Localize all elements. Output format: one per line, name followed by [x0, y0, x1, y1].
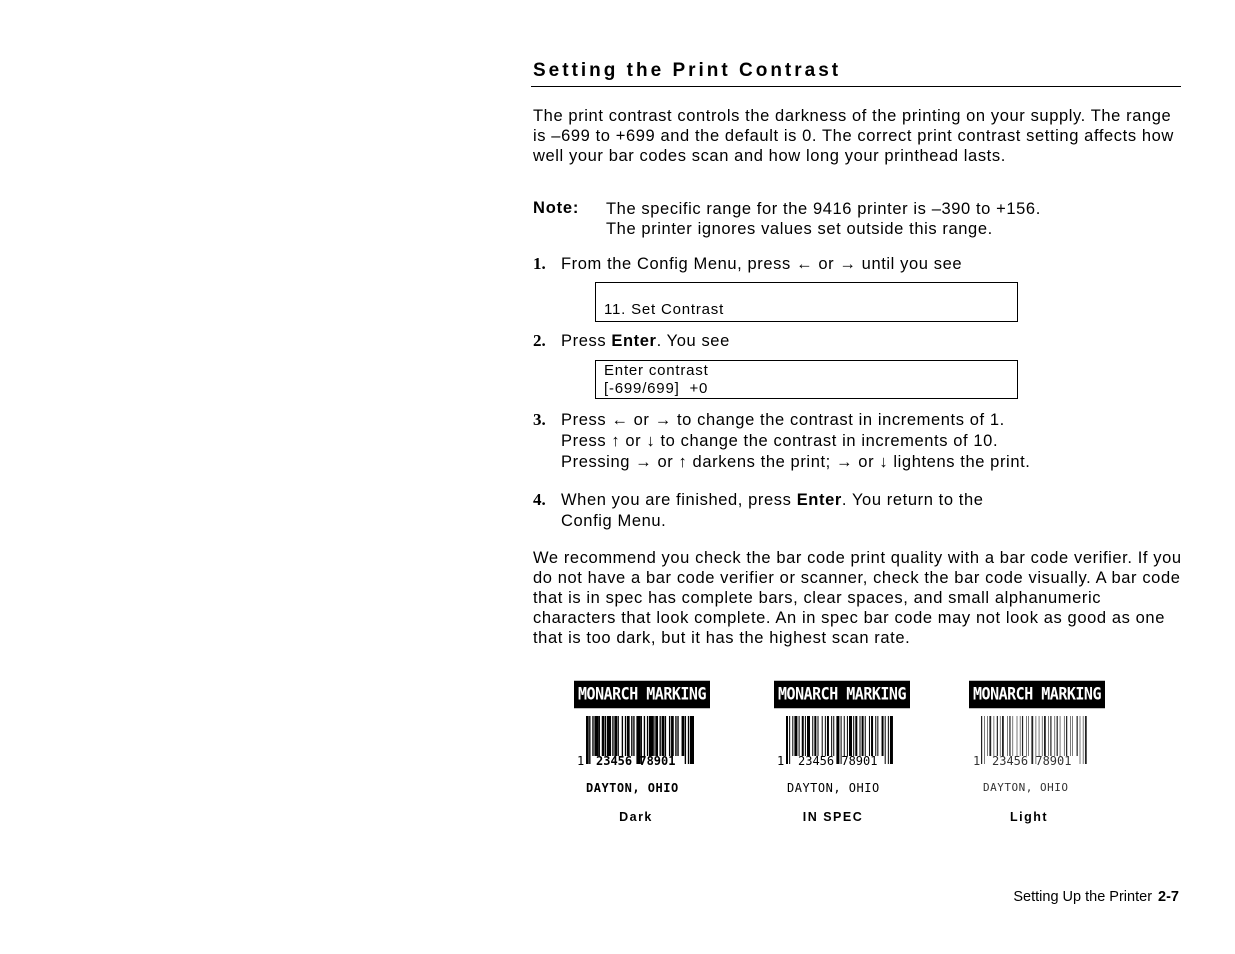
barcode-title: MONARCH MARKING — [574, 681, 710, 709]
barcode-number: 23456 78901 — [596, 754, 676, 768]
barcode-bar — [871, 716, 873, 756]
barcode-bar — [677, 716, 678, 756]
barcode-bar — [1083, 716, 1084, 764]
barcode-bar — [807, 716, 810, 756]
barcode-bar — [1066, 716, 1067, 756]
barcode-bar — [682, 716, 685, 756]
barcode-bar — [589, 716, 590, 764]
barcode-bar — [802, 716, 804, 756]
barcode-bar — [831, 716, 832, 756]
step-3-number: 3. — [533, 410, 546, 429]
barcode-bar — [1055, 716, 1056, 756]
barcode-bar — [1070, 716, 1071, 756]
barcode-bar — [987, 716, 988, 756]
barcode-bar — [888, 716, 889, 764]
barcode-title: MONARCH MARKING — [774, 681, 910, 709]
barcode-bar — [599, 716, 600, 756]
section-heading: Setting the Print Contrast — [533, 60, 842, 81]
barcode-bar — [1039, 716, 1040, 756]
barcode-bar — [825, 716, 826, 756]
recommend-paragraph: We recommend you check the bar code print quality with a bar code verifier. If you do not have a bar code verifier or scanner, check the bar code visually. A bar code that is in spec has complete bars, clear spaces, and small alphanumeric characters that look complete. An in spec bar code may not look as good as one that is too dark, but it has the highest scan rate. — [533, 549, 1182, 647]
barcode-bar — [685, 716, 686, 764]
caption-in-spec: IN SPEC — [802, 810, 864, 824]
note-text — [606, 199, 1166, 239]
barcode-bar — [594, 716, 598, 756]
barcode-city: DAYTON, OHIO — [586, 781, 679, 795]
barcode-bar — [865, 716, 866, 756]
barcode-bar — [844, 716, 845, 756]
barcode-bar — [1017, 716, 1018, 756]
barcode-bar — [1072, 716, 1073, 756]
barcode-bar — [647, 716, 648, 756]
barcode-bar — [853, 716, 854, 756]
barcode-bar — [792, 716, 793, 756]
barcode-bar — [586, 716, 589, 764]
step-4-text-before: When you are finished, press — [561, 491, 797, 509]
barcode-bar — [814, 716, 816, 756]
step-2-text-before: Press — [561, 332, 612, 350]
barcode-bar — [989, 716, 991, 756]
barcode-bar — [614, 716, 617, 756]
barcode-bar — [631, 716, 632, 756]
barcode-bar — [1085, 716, 1087, 764]
barcode-bar — [644, 716, 645, 756]
barcode-bar — [1022, 716, 1023, 756]
barcode-bar — [690, 716, 694, 764]
step-2-enter-key: Enter — [611, 332, 657, 350]
barcode-bar — [1000, 716, 1001, 756]
note-line-2: The printer ignores values set outside this range. — [606, 220, 993, 238]
barcode-city: DAYTON, OHIO — [983, 781, 1069, 794]
caption-dark: Dark — [619, 810, 653, 824]
barcode-bar — [789, 716, 790, 764]
barcode-bar — [1077, 716, 1078, 756]
step-2-number: 2. — [533, 331, 546, 350]
barcode-city: DAYTON, OHIO — [787, 781, 880, 795]
barcode-bar — [1048, 716, 1049, 756]
barcode-bar — [669, 716, 670, 756]
barcode-bar — [1057, 716, 1058, 756]
barcode-bar — [869, 716, 870, 756]
barcode-bar — [818, 716, 819, 756]
display-1-line-1: 11. Set Contrast — [604, 301, 725, 318]
barcode-bar — [1009, 716, 1010, 756]
step-4-enter-key: Enter — [796, 491, 842, 509]
barcode-bar — [885, 716, 886, 764]
step-3-line-3: Pressing → or ↑ darkens the print; → or ↓ lightens the print. — [561, 453, 1031, 471]
barcode-bar — [653, 716, 654, 756]
barcode-bar — [655, 716, 658, 756]
barcode-bar — [1026, 716, 1027, 756]
barcode-bar — [890, 716, 893, 764]
barcode-bar — [627, 716, 630, 756]
step-3-text — [561, 410, 1181, 473]
barcode-bar — [1028, 716, 1029, 756]
page-number: 2-7 — [1158, 889, 1179, 905]
barcode-bar — [1007, 716, 1008, 756]
display-set-contrast — [595, 282, 1018, 322]
barcode-number: 23456 78901 — [798, 754, 878, 768]
barcode-bar — [855, 716, 857, 756]
barcode-bar — [1042, 716, 1043, 756]
barcode-bar — [875, 716, 876, 756]
barcode-bar — [827, 716, 829, 756]
barcode-bar — [849, 716, 852, 756]
barcode-bar — [622, 716, 623, 756]
caption-light: Light — [1009, 810, 1049, 824]
barcode-bar — [602, 716, 605, 756]
barcode-number: 23456 78901 — [992, 754, 1072, 768]
barcode-bar — [805, 716, 806, 756]
barcode-bar — [625, 716, 626, 756]
barcode-bar — [612, 716, 613, 756]
footer-section-title: Setting Up the Printer — [1013, 889, 1153, 905]
page-footer — [1013, 889, 1179, 905]
barcode-bar — [882, 716, 884, 756]
barcode-bar — [1013, 716, 1014, 756]
barcode-bar — [662, 716, 665, 756]
barcode-bar — [665, 716, 666, 756]
barcode-bar — [1044, 716, 1046, 756]
barcode-bar — [847, 716, 848, 756]
barcode-bar — [997, 716, 998, 756]
barcode-bar — [1050, 716, 1051, 756]
barcode-title: MONARCH MARKING — [969, 681, 1105, 709]
barcode-leading-digit: 1 — [577, 754, 585, 768]
display-enter-contrast — [595, 360, 1018, 399]
barcode-bar — [794, 716, 797, 756]
display-2-line-2: [-699/699] +0 — [604, 380, 709, 397]
display-2-line-1: Enter contrast — [604, 362, 709, 379]
barcode-leading-digit: 1 — [973, 754, 981, 768]
barcode-bar — [660, 716, 661, 756]
barcode-bar — [877, 716, 878, 756]
barcode-leading-digit: 1 — [777, 754, 785, 768]
barcode-bar — [984, 716, 985, 764]
barcode-bar — [812, 716, 813, 756]
step-4-number: 4. — [533, 490, 546, 509]
barcode-bar — [607, 716, 611, 756]
step-2-text-after: . You see — [656, 332, 730, 350]
heading-rule — [531, 86, 1181, 87]
step-4-text — [561, 490, 1181, 532]
step-1-number: 1. — [533, 254, 546, 273]
barcode-bar — [799, 716, 800, 756]
step-2-text — [561, 331, 1181, 352]
intro-paragraph: The print contrast controls the darkness of the printing on your supply. The range is –699 to +699 and the default is 0. The correct print contrast setting affects how well your bar codes scan and how long your printhead lasts. — [533, 107, 1174, 165]
barcode-bar — [649, 716, 653, 756]
barcode-bar — [671, 716, 674, 756]
barcode-bar — [822, 716, 823, 756]
step-3-line-2: Press ↑ or ↓ to change the contrast in increments of 10. — [561, 432, 999, 450]
barcode-bar — [1064, 716, 1065, 756]
barcode-bar — [994, 716, 995, 756]
barcode-bar — [862, 716, 864, 756]
barcode-bar — [1060, 716, 1061, 756]
note-label: Note: — [533, 199, 580, 217]
barcode-bar — [786, 716, 788, 764]
barcode-bar — [633, 716, 634, 756]
barcode-bar — [618, 716, 619, 756]
step-4-line-2: Config Menu. — [561, 512, 667, 530]
step-4-text-after: . You return to the — [841, 491, 984, 509]
barcode-bar — [1020, 716, 1021, 756]
barcode-bar — [981, 716, 982, 764]
barcode-bar — [833, 716, 834, 756]
barcode-bar — [1002, 716, 1004, 756]
barcode-bar — [605, 716, 606, 756]
barcode-bar — [860, 716, 861, 756]
barcode-bar — [592, 716, 593, 756]
note-line-1: The specific range for the 9416 printer is –390 to +156. — [606, 200, 1041, 218]
barcode-bar — [675, 716, 676, 756]
barcode-bar — [688, 716, 689, 764]
step-3-line-1: Press ← or → to change the contrast in increments of 1. — [561, 411, 1005, 429]
step-1-text: From the Config Menu, press ← or → until you see — [561, 255, 963, 273]
barcode-bar — [1080, 716, 1081, 764]
